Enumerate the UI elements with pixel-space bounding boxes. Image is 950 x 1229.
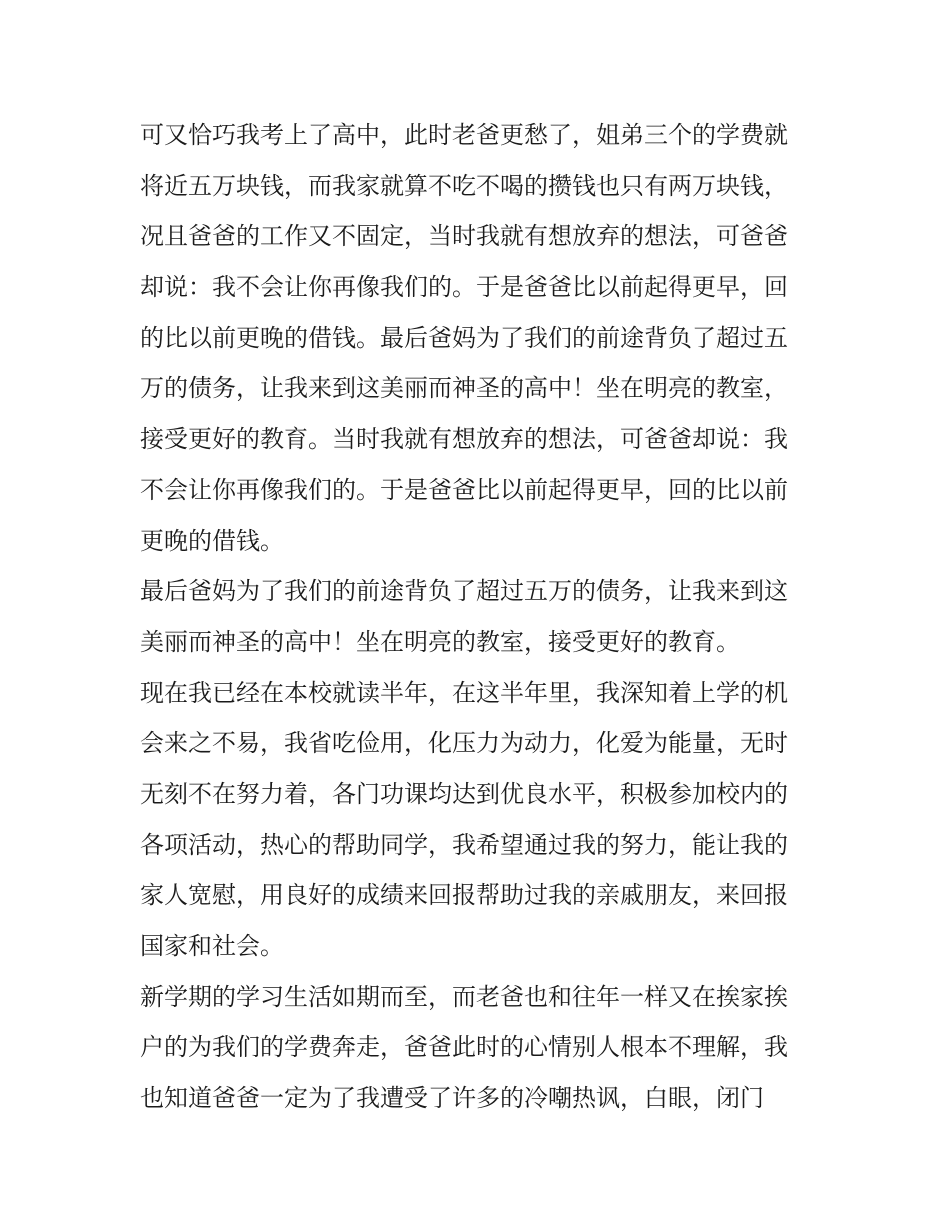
text-line: 国家和社会。 [140,932,284,960]
text-line: 也知道爸爸一定为了我遭受了许多的冷嘲热讽，白眼，闭门 [140,1084,764,1113]
text-line: 更晚的借钱。 [140,526,284,555]
text-line: 可又恰巧我考上了高中，此时老爸更愁了，姐弟三个的学费就 [140,121,788,149]
text-line: 会来之不易，我省吃俭用，化压力为动力，化爱为能量，无时 [140,729,788,758]
text-line: 无刻不在努力着，各门功课均达到优良水平，积极参加校内的 [140,779,788,808]
text-line: 况且爸爸的工作又不固定，当时我就有想放弃的想法，可爸爸 [140,222,788,251]
text-line: 最后爸妈为了我们的前途背负了超过五万的债务，让我来到这 [140,577,788,606]
text-line: 家人宽慰，用良好的成绩来回报帮助过我的亲戚朋友，来回报 [140,881,788,910]
document-body [140,110,820,1124]
text-line: 新学期的学习生活如期而至，而老爸也和往年一样又在挨家挨 [140,982,788,1011]
text-line: 的比以前更晚的借钱。最后爸妈为了我们的前途背负了超过五 [140,323,788,352]
text-line: 各项活动，热心的帮助同学，我希望通过我的努力，能让我的 [140,830,788,859]
text-line: 万的债务，让我来到这美丽而神圣的高中！坐在明亮的教室， [140,374,788,403]
text-line: 现在我已经在本校就读半年，在这半年里，我深知着上学的机 [140,678,788,707]
text-line: 接受更好的教育。当时我就有想放弃的想法，可爸爸却说：我 [140,425,788,454]
text-line: 不会让你再像我们的。于是爸爸比以前起得更早，回的比以前 [140,475,788,504]
text-line: 户的为我们的学费奔走，爸爸此时的心情别人根本不理解，我 [140,1033,788,1062]
text-line: 却说：我不会让你再像我们的。于是爸爸比以前起得更早，回 [140,273,788,302]
text-line: 美丽而神圣的高中！坐在明亮的教室，接受更好的教育。 [140,627,740,656]
text-line: 将近五万块钱，而我家就算不吃不喝的攒钱也只有两万块钱， [140,171,788,200]
